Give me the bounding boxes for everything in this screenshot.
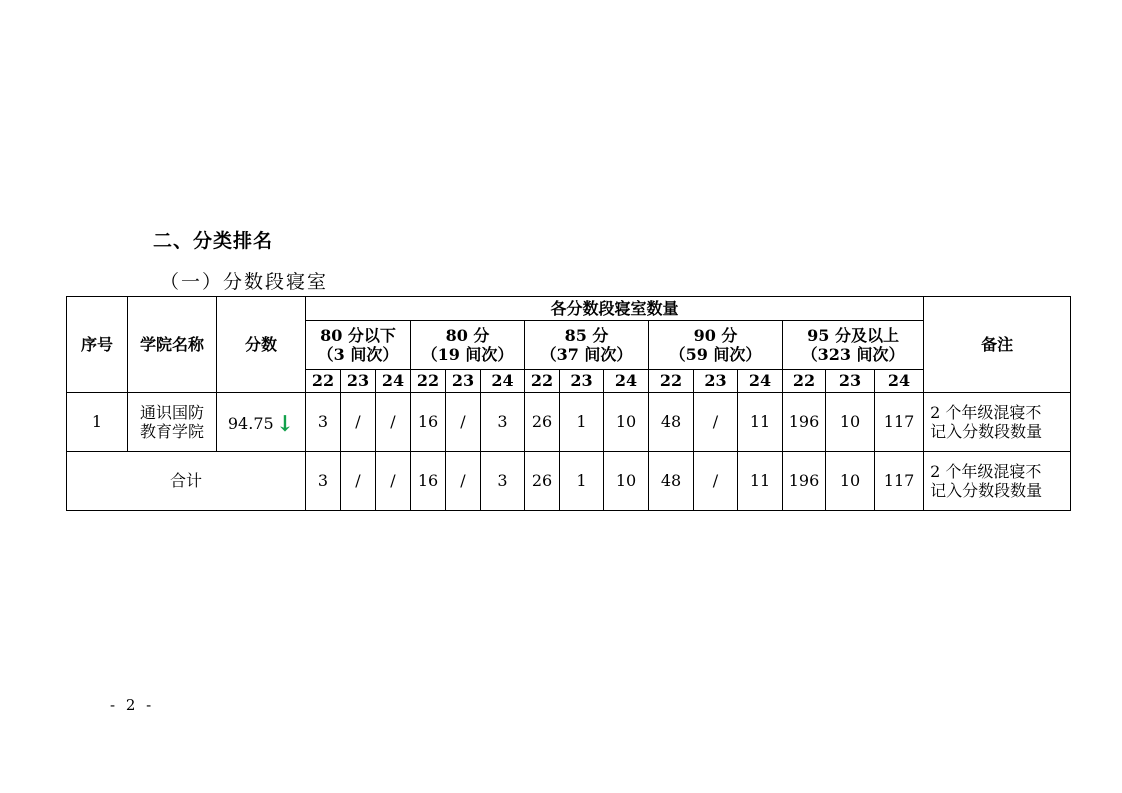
cell-value: 3: [306, 393, 341, 452]
cell-value: 10: [826, 452, 875, 511]
cell-value: 117: [875, 452, 924, 511]
header-remark: 备注: [924, 297, 1071, 393]
year-header: 22: [306, 370, 341, 393]
header-band-80: 80 分 （19 间次）: [411, 321, 525, 370]
header-college: 学院名称: [128, 297, 217, 393]
row-college: 通识国防 教育学院: [128, 393, 217, 452]
header-seq: 序号: [67, 297, 128, 393]
row-seq: 1: [67, 393, 128, 452]
year-header: 22: [525, 370, 560, 393]
cell-value: 196: [783, 452, 826, 511]
year-header: 22: [411, 370, 446, 393]
cell-value: 10: [826, 393, 875, 452]
year-header: 24: [604, 370, 649, 393]
cell-value: 48: [649, 393, 694, 452]
cell-value: 1: [560, 452, 604, 511]
header-score: 分数: [217, 297, 306, 393]
score-value: 94.75: [227, 413, 274, 433]
cell-value: 117: [875, 393, 924, 452]
down-arrow-icon: ↓: [275, 410, 295, 437]
cell-value: /: [341, 393, 376, 452]
header-group-title: 各分数段寝室数量: [306, 297, 924, 321]
header-band-90: 90 分 （59 间次）: [649, 321, 783, 370]
year-header: 24: [376, 370, 411, 393]
header-band-below-80: 80 分以下 （3 间次）: [306, 321, 411, 370]
cell-value: 11: [738, 452, 783, 511]
total-label: 合计: [67, 452, 306, 511]
year-header: 23: [560, 370, 604, 393]
cell-value: 196: [783, 393, 826, 452]
table-row: [67, 393, 1071, 452]
cell-value: /: [341, 452, 376, 511]
score-band-table: [66, 296, 1071, 511]
year-header: 24: [738, 370, 783, 393]
year-header: 24: [875, 370, 924, 393]
cell-value: 3: [306, 452, 341, 511]
cell-value: 11: [738, 393, 783, 452]
cell-value: 1: [560, 393, 604, 452]
cell-value: /: [376, 452, 411, 511]
header-band-95-plus: 95 分及以上 （323 间次）: [783, 321, 924, 370]
total-remark: 2 个年级混寝不 记入分数段数量: [924, 452, 1071, 511]
year-header: 23: [826, 370, 875, 393]
page-number: - 2 -: [110, 696, 155, 714]
cell-value: /: [446, 393, 481, 452]
cell-value: 3: [481, 393, 525, 452]
year-header: 23: [341, 370, 376, 393]
cell-value: 26: [525, 393, 560, 452]
cell-value: 26: [525, 452, 560, 511]
section-title: 二、分类排名: [153, 230, 274, 252]
year-header: 22: [649, 370, 694, 393]
cell-value: 3: [481, 452, 525, 511]
row-score: [217, 393, 306, 452]
cell-value: 10: [604, 452, 649, 511]
subsection-title: （一）分数段寝室: [160, 271, 329, 293]
cell-value: 48: [649, 452, 694, 511]
total-row: [67, 452, 1071, 511]
year-header: 22: [783, 370, 826, 393]
year-header: 23: [694, 370, 738, 393]
cell-value: /: [694, 452, 738, 511]
cell-value: /: [376, 393, 411, 452]
year-header: 23: [446, 370, 481, 393]
header-band-85: 85 分 （37 间次）: [525, 321, 649, 370]
year-header: 24: [481, 370, 525, 393]
cell-value: /: [446, 452, 481, 511]
cell-value: /: [694, 393, 738, 452]
cell-value: 16: [411, 393, 446, 452]
cell-value: 10: [604, 393, 649, 452]
cell-value: 16: [411, 452, 446, 511]
row-remark: 2 个年级混寝不 记入分数段数量: [924, 393, 1071, 452]
